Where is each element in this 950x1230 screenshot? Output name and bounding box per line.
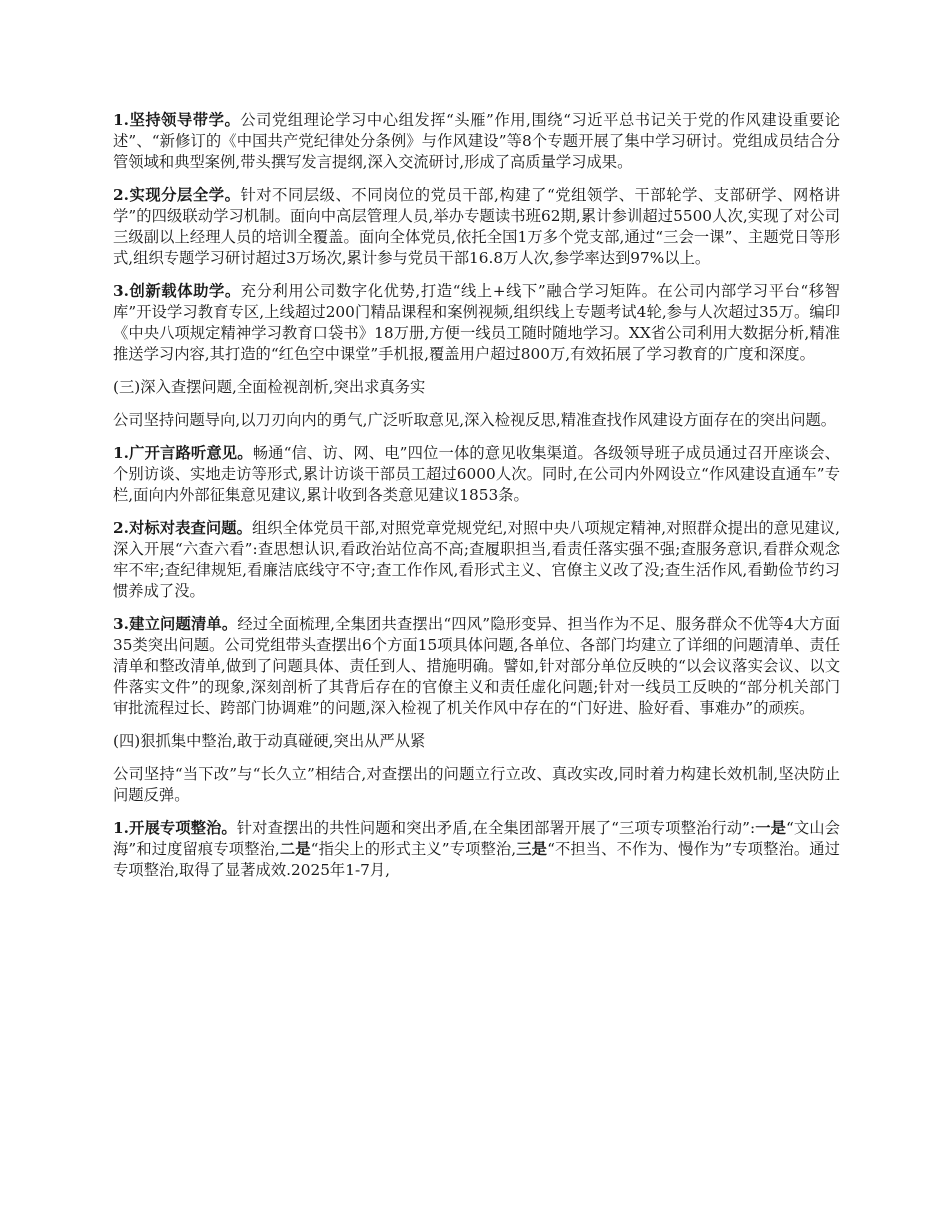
- paragraph-check-problems: [113, 518, 840, 602]
- section-heading-3: (三)深入查摆问题,全面检视剖析,突出求真务实: [113, 378, 426, 396]
- item-marker-3: 三是: [516, 840, 548, 858]
- document-page: [113, 110, 840, 893]
- paragraph-innovative-carrier: [113, 281, 840, 365]
- paragraph-listen-opinions: [113, 443, 840, 506]
- paragraph-section-3-intro: 公司坚持问题导向,以刀刃向内的勇气,广泛听取意见,深入检视反思,精准查找作风建设方面存在的突出问题。: [113, 411, 837, 429]
- paragraph-lead: 3.建立问题清单。: [113, 615, 238, 633]
- paragraph-body: 经过全面梳理,全集团共查摆出“四风”隐形变异、担当作为不足、服务群众不优等4大方面35类突出问题。公司党组带头查摆出6个方面15项具体问题,各单位、各部门均建立了详细的问题清单、责任清单和整改清单,做到了问题具体、责任到人、措施明确。譬如,针对部分单位反映的“以会议落实会议、以文件落实文件”的现象,深刻剖析了其背后存在的官僚主义和责任虚化问题;针对一线员工反映的“部分机关部门审批流程过长、跨部门协调难”的问题,深入检视了机关作风中存在的“门好进、脸好看、事难办”的顽疾。: [113, 615, 840, 717]
- item-text-2: “指尖上的形式主义”专项整治,: [310, 840, 517, 858]
- item-marker-1: 一是: [755, 819, 786, 837]
- item-marker-2: 二是: [279, 840, 311, 858]
- paragraph-section-4-intro: 公司坚持“当下改”与“长久立”相结合,对查摆出的问题立行立改、真改实改,同时着力构建长效机制,坚决防止问题反弹。: [113, 765, 840, 804]
- paragraph-body: 畅通“信、访、网、电”四位一体的意见收集渠道。各级领导班子成员通过召开座谈会、个别访谈、实地走访等形式,累计访谈干部员工超过6000人次。同时,在公司内外网设立“作风建设直通车”专栏,面向内外部征集意见建议,累计收到各类意见建议1853条。: [113, 444, 840, 504]
- paragraph-body: 充分利用公司数字化优势,打造“线上+线下”融合学习矩阵。在公司内部学习平台“移智库”开设学习教育专区,上线超过200门精品课程和案例视频,组织线上专题考试4轮,参与人次超过35万。编印《中央八项规定精神学习教育口袋书》18万册,方便一线员工随时随地学习。XX省公司利用大数据分析,精准推送学习内容,其打造的“红色空中课堂”手机报,覆盖用户超过800万,有效拓展了学习教育的广度和深度。: [113, 282, 840, 363]
- paragraph-body: 组织全体党员干部,对照党章党规党纪,对照中央八项规定精神,对照群众提出的意见建议,深入开展“六查六看”:查思想认识,看政治站位高不高;查履职担当,看责任落实强不强;查服务意识,看群众观念牢不牢;查纪律规矩,看廉洁底线守不守;查工作作风,看形式主义、官僚主义改了没;查生活作风,看勤俭节约习惯养成了没。: [113, 519, 840, 600]
- paragraph-body: 针对查摆出的共性问题和突出矛盾,在全集团部署开展了“三项专项整治行动”:: [236, 819, 756, 837]
- paragraph-lead: 2.实现分层全学。: [113, 186, 241, 204]
- paragraph-lead: 1.广开言路听意见。: [113, 444, 253, 462]
- paragraph-lead: 3.创新载体助学。: [113, 282, 241, 300]
- paragraph-special-rectification: [113, 818, 840, 881]
- paragraph-lead: 1.开展专项整治。: [113, 819, 237, 837]
- paragraph-body: 公司党组理论学习中心组发挥“头雁”作用,围绕“习近平总书记关于党的作风建设重要论述”、“新修订的《中国共产党纪律处分条例》与作风建设”等8个专题开展了集中学习研讨。党组成员结合分管领域和典型案例,带头撰写发言提纲,深入交流研讨,形成了高质量学习成果。: [113, 111, 840, 171]
- paragraph-lead: 1.坚持领导带学。: [113, 111, 241, 129]
- paragraph-body: 针对不同层级、不同岗位的党员干部,构建了“党组领学、干部轮学、支部研学、网格讲学”的四级联动学习机制。面向中高层管理人员,举办专题读书班62期,累计参训超过5500人次,实现了对公司三级副以上经理人员的培训全覆盖。面向全体党员,依托全国1万多个党支部,通过“三会一课”、主题党日等形式,组织专题学习研讨超过3万场次,累计参与党员干部16.8万人次,参学率达到97%以上。: [113, 186, 840, 267]
- paragraph-lead-study: [113, 110, 840, 173]
- paragraph-problem-list: [113, 614, 840, 719]
- item-text-3: “不担当、不作为、慢作为”专项整治。通过专项整治,取得了显著成效.2025年1-7月,: [113, 840, 840, 879]
- paragraph-lead: 2.对标对表查问题。: [113, 519, 252, 537]
- paragraph-layered-study: [113, 185, 840, 269]
- section-heading-4: (四)狠抓集中整治,敢于动真碰硬,突出从严从紧: [113, 732, 426, 750]
- item-text-1: “文山会海”和过度留痕专项整治,: [113, 819, 840, 858]
